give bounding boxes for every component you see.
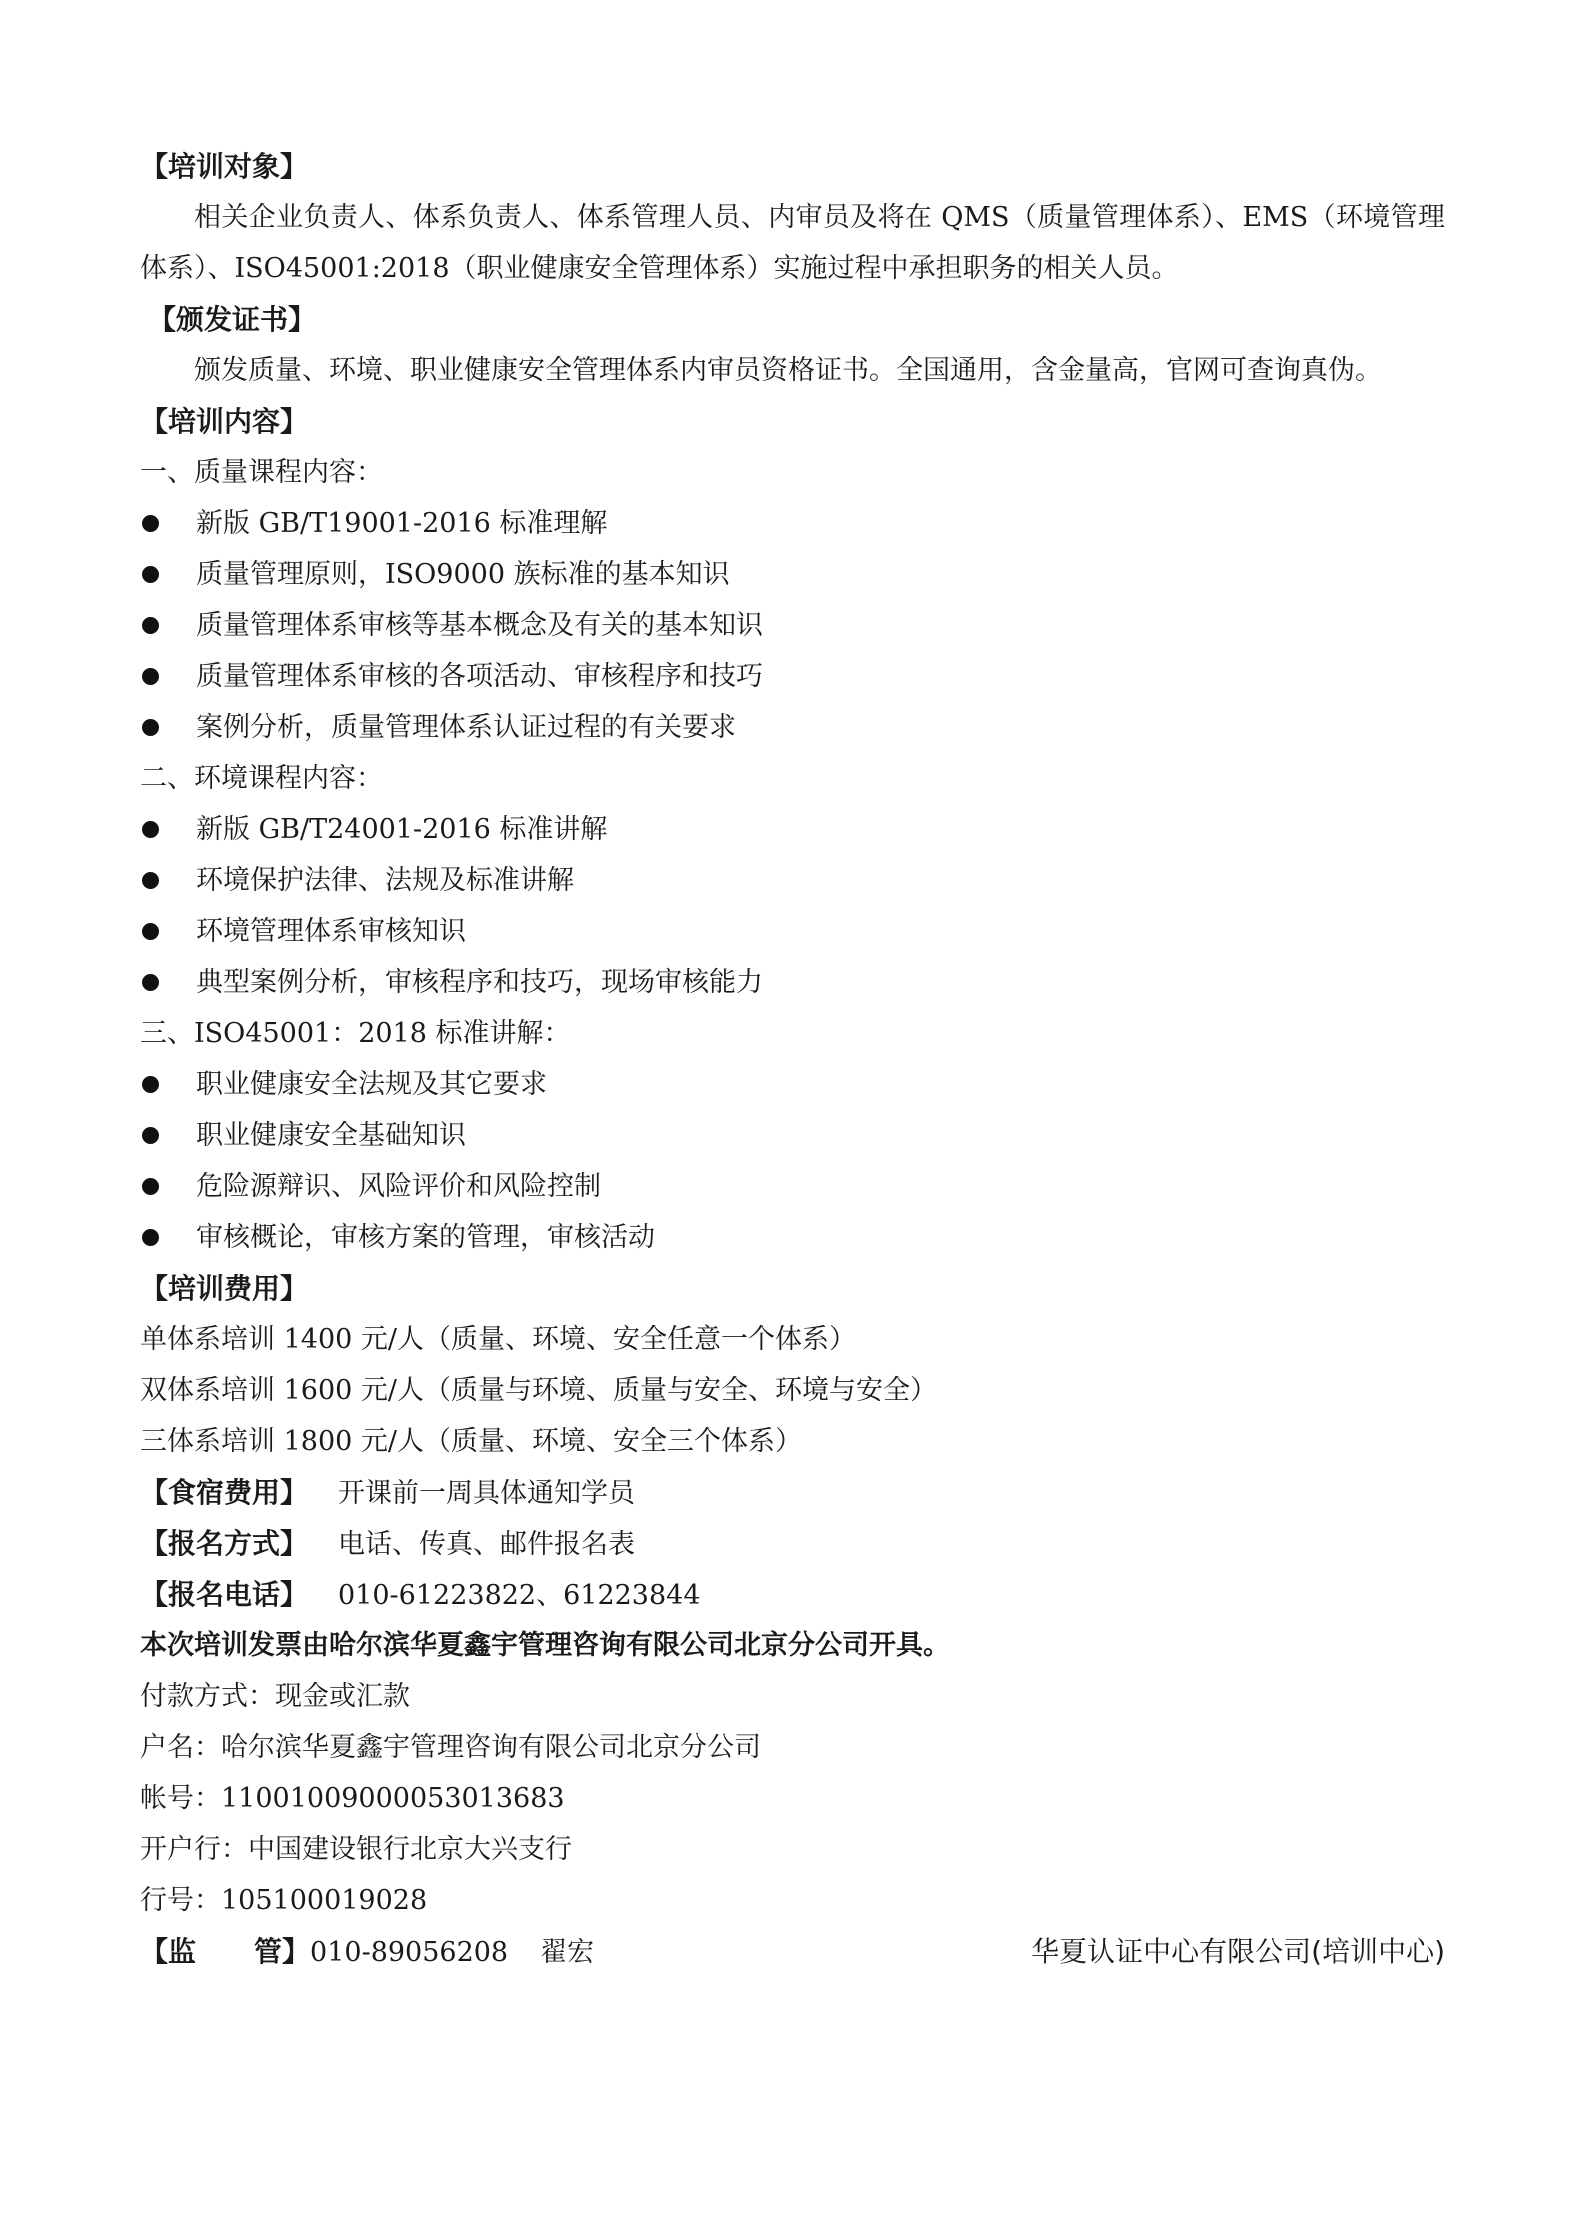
list-item: [140, 957, 1445, 1008]
section-title-ohs: 三、ISO45001：2018 标准讲解：: [140, 1018, 571, 1049]
content-heading: 【培训内容】: [140, 405, 309, 438]
certificate-heading: 【颁发证书】: [148, 303, 317, 336]
registration-phone-row: [140, 1569, 1445, 1620]
list-item-text: 职业健康安全法规及其它要求: [196, 1069, 547, 1100]
organization-name: 华夏认证中心有限公司(培训中心): [1031, 1935, 1445, 1968]
bullet-icon: [142, 617, 159, 634]
list-item-text: 职业健康安全基础知识: [196, 1120, 466, 1151]
footer-row: [140, 1926, 1445, 1977]
supervision-label-right: 管】: [254, 1934, 311, 1968]
supervision-phone: 010-89056208: [310, 1936, 509, 1968]
payment-method: 付款方式：现金或汇款: [140, 1681, 410, 1712]
list-item-text: 质量管理体系审核等基本概念及有关的基本知识: [196, 610, 763, 641]
registration-method-label: 【报名方式】: [140, 1527, 309, 1560]
payment-bank-code: 行号：105100019028: [140, 1885, 428, 1916]
lodging-label: 【食宿费用】: [140, 1476, 309, 1509]
lodging-value: 开课前一周具体通知学员: [338, 1478, 636, 1509]
section-title-environment: 二、环境课程内容：: [140, 763, 383, 794]
document-content: [140, 141, 1445, 1977]
list-item-text: 审核概论，审核方案的管理，审核活动: [196, 1222, 655, 1253]
bullet-icon: [142, 1178, 159, 1195]
list-item-text: 环境保护法律、法规及标准讲解: [196, 865, 574, 896]
list-item-text: 典型案例分析，审核程序和技巧，现场审核能力: [196, 967, 763, 998]
bullet-icon: [142, 719, 159, 736]
list-item: [140, 804, 1445, 855]
lodging-row: [140, 1467, 1445, 1518]
list-item: [140, 651, 1445, 702]
fees-heading: 【培训费用】: [140, 1272, 309, 1305]
bullet-icon: [142, 872, 159, 889]
fee-line-double: 双体系培训 1600 元/人（质量与环境、质量与安全、环境与安全）: [140, 1375, 937, 1406]
fee-line-single: 单体系培训 1400 元/人（质量、环境、安全任意一个体系）: [140, 1324, 856, 1355]
list-item: [140, 1059, 1445, 1110]
registration-phone-label: 【报名电话】: [140, 1578, 309, 1611]
payment-bank: 开户行：中国建设银行北京大兴支行: [140, 1834, 572, 1865]
bullet-icon: [142, 1076, 159, 1093]
list-item-text: 质量管理原则，ISO9000 族标准的基本知识: [196, 559, 730, 590]
training-target-text: 相关企业负责人、体系负责人、体系管理人员、内审员及将在 QMS（质量管理体系）、EMS（环境管理体系）、ISO45001:2018（职业健康安全管理体系）实施过程中承担职务的相关人员。: [140, 202, 1445, 284]
bullet-icon: [142, 974, 159, 991]
bullet-icon: [142, 1127, 159, 1144]
list-item-text: 新版 GB/T19001-2016 标准理解: [196, 508, 608, 539]
section-title-quality: 一、质量课程内容：: [140, 457, 383, 488]
list-item: [140, 1212, 1445, 1263]
payment-account-number: 帐号：11001009000053013683: [140, 1783, 565, 1814]
supervision-info: [140, 1926, 594, 1978]
bullet-icon: [142, 515, 159, 532]
list-item: [140, 600, 1445, 651]
registration-method-value: 电话、传真、邮件报名表: [338, 1529, 636, 1560]
payment-account-name: 户名：哈尔滨华夏鑫宇管理咨询有限公司北京分公司: [140, 1732, 761, 1763]
bullet-icon: [142, 923, 159, 940]
list-item: [140, 549, 1445, 600]
list-item-text: 新版 GB/T24001-2016 标准讲解: [196, 814, 608, 845]
list-item: [140, 1110, 1445, 1161]
list-item: [140, 1161, 1445, 1212]
bullet-icon: [142, 668, 159, 685]
training-target-heading: 【培训对象】: [140, 150, 309, 183]
list-item-text: 危险源辩识、风险评价和风险控制: [196, 1171, 601, 1202]
certificate-text: 颁发质量、环境、职业健康安全管理体系内审员资格证书。全国通用，含金量高，官网可查询真伪。: [194, 355, 1382, 386]
invoice-note: 本次培训发票由哈尔滨华夏鑫宇管理咨询有限公司北京分公司开具。: [140, 1630, 950, 1661]
fee-line-triple: 三体系培训 1800 元/人（质量、环境、安全三个体系）: [140, 1426, 802, 1457]
bullet-icon: [142, 1229, 159, 1246]
list-item: [140, 855, 1445, 906]
supervision-label-left: 【监: [140, 1934, 197, 1968]
bullet-icon: [142, 566, 159, 583]
supervision-name: 翟宏: [540, 1936, 595, 1968]
list-item: [140, 906, 1445, 957]
list-item-text: 案例分析，质量管理体系认证过程的有关要求: [196, 712, 736, 743]
list-item-text: 质量管理体系审核的各项活动、审核程序和技巧: [196, 661, 763, 692]
bullet-icon: [142, 821, 159, 838]
list-item: [140, 702, 1445, 753]
registration-phone-value: 010-61223822、61223844: [338, 1580, 701, 1611]
list-item-text: 环境管理体系审核知识: [196, 916, 466, 947]
registration-method-row: [140, 1518, 1445, 1569]
list-item: [140, 498, 1445, 549]
